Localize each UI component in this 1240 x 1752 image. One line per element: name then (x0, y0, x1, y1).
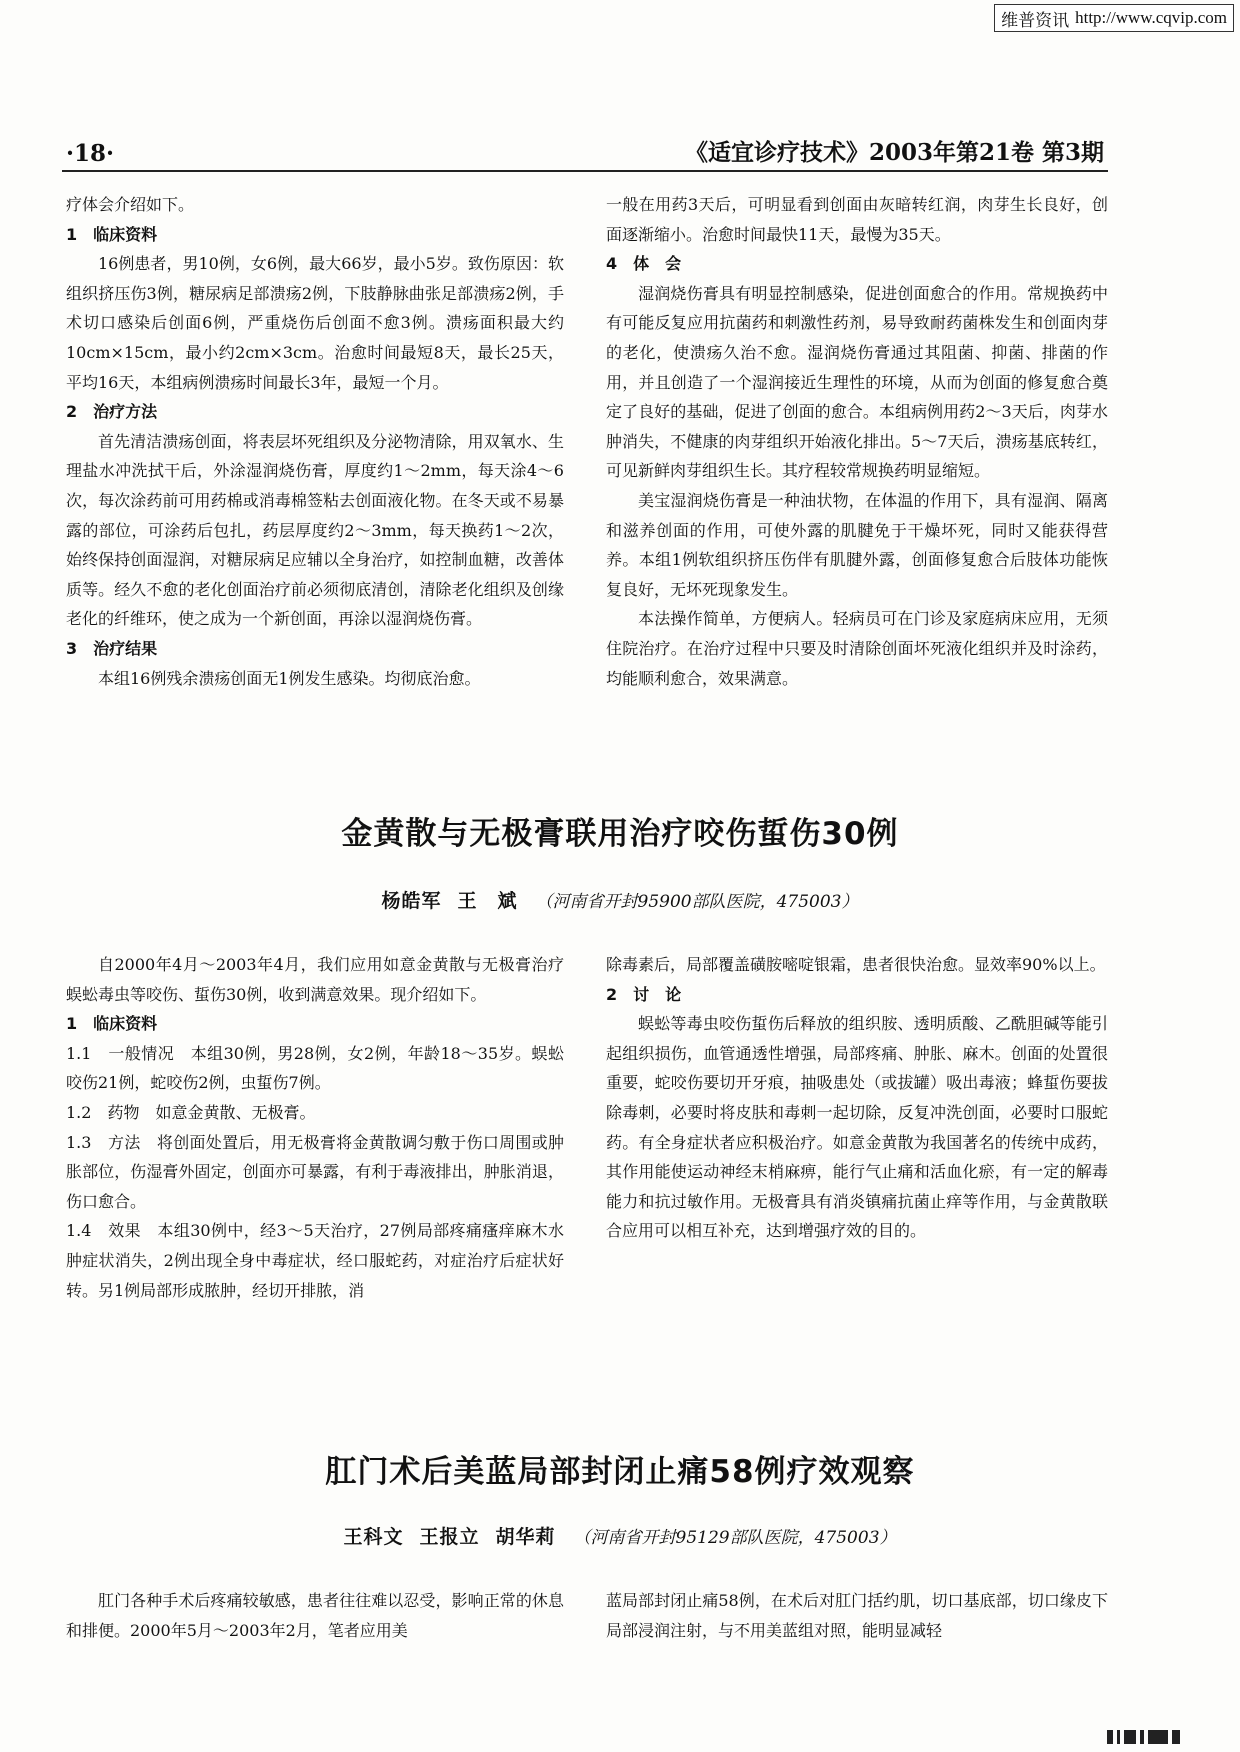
journal-info: 《适宜诊疗技术》2003年第21卷 第3期 (684, 139, 1104, 166)
article1-left-column (66, 190, 564, 693)
body-paragraph: 本组16例残余溃疡创面无1例发生感染。均彻底治愈。 (98, 668, 481, 688)
body-paragraph: 本法操作简单，方便病人。轻病员可在门诊及家庭病床应用，无须住院治疗。在治疗过程中只要及时清除创面坏死液化组织并及时涂药，均能顺利愈合，效果满意。 (606, 609, 1108, 688)
body-paragraph: 湿润烧伤膏具有明显控制感染，促进创面愈合的作用。常规换药中有可能反复应用抗菌药和刺激性药剂，易导致耐药菌株发生和创面肉芽的老化，使溃疡久治不愈。湿润烧伤膏通过其阻菌、抑菌、排菌的作用，并且创造了一个湿润接近生理性的环境，从而为创面的修复愈合奠定了良好的基础，促进了创面的愈合。本组病例用药2～3天后，肉芽水肿消失，不健康的肉芽组织开始液化排出。5～7天后，溃疡基底转红，可见新鲜肉芽组织生长。其疗程较常规换药明显缩短。 (606, 283, 1108, 481)
scan-artifact-marks (1107, 1730, 1180, 1744)
body-paragraph: 1.3 方法 将创面处置后，用无极膏将金黄散调匀敷于伤口周围或肿胀部位，伤湿膏外固定，创面亦可暴露，有利于毒液排出，肿胀消退，伤口愈合。 (66, 1132, 564, 1211)
body-paragraph: 1.1 一般情况 本组30例，男28例，女2例，年龄18～35岁。蜈蚣咬伤21例，蛇咬伤2例，虫蜇伤7例。 (66, 1043, 564, 1093)
body-paragraph: 自2000年4月～2003年4月，我们应用如意金黄散与无极膏治疗蜈蚣毒虫等咬伤、蜇伤30例，收到满意效果。现介绍如下。 (66, 955, 564, 1004)
article3-author: 胡华莉 (495, 1526, 556, 1548)
watermark-url[interactable]: http://www.cqvip.com (1075, 8, 1227, 27)
body-paragraph: 1.4 效果 本组30例中，经3～5天治疗，27例局部疼痛瘙痒麻木水肿症状消失，2例出现全身中毒症状，经口服蛇药，对症治疗后症状好转。另1例局部形成脓肿，经切开排脓，消 (66, 1221, 564, 1300)
article2-affiliation: （河南省开封95900部队医院，475003） (535, 892, 859, 912)
section-heading: 1 临床资料 (66, 1014, 158, 1034)
article3-left-column (66, 1586, 564, 1645)
article3-author: 王报立 (419, 1526, 480, 1548)
page-number: ·18· (66, 140, 115, 167)
body-paragraph: 1.2 药物 如意金黄散、无极膏。 (66, 1102, 316, 1122)
body-paragraph: 肛门各种手术后疼痛较敏感，患者往往难以忍受，影响正常的休息和排便。2000年5月～2003年2月，笔者应用美 (66, 1591, 564, 1640)
running-head (66, 134, 1104, 167)
header-rule (62, 170, 1108, 172)
article3-right-column (606, 1586, 1108, 1645)
article2-right-column (606, 950, 1108, 1246)
section-heading: 3 治疗结果 (66, 638, 158, 658)
body-paragraph: 疗体会介绍如下。 (66, 195, 195, 214)
article3-author: 王科文 (343, 1526, 404, 1548)
body-paragraph: 美宝湿润烧伤膏是一种油状物，在体温的作用下，具有湿润、隔离和滋养创面的作用，可使外露的肌腱免于干燥坏死，同时又能获得营养。本组1例软组织挤压伤伴有肌腱外露，创面修复愈合后肢体功能恢复良好，无坏死现象发生。 (606, 490, 1108, 599)
article3-title: 肛门术后美蓝局部封闭止痛58例疗效观察 (325, 1454, 915, 1490)
article3-byline (0, 1522, 1240, 1549)
body-paragraph: 首先清洁溃疡创面，将表层坏死组织及分泌物清除，用双氧水、生理盐水冲洗拭干后，外涂湿润烧伤膏，厚度约1～2mm，每天涂4～6次，每次涂药前可用药棉或消毒棉签粘去创面液化物。在冬天或不易暴露的部位，可涂药后包扎，药层厚度约2～3mm，每天换药1～2次，始终保持创面湿润，对糖尿病足应辅以全身治疗，如控制血糖，改善体质等。经久不愈的老化创面治疗前必须彻底清创，清除老化组织及创缘老化的纤维环，使之成为一个新创面，再涂以湿润烧伤膏。 (66, 431, 564, 629)
article2-author: 杨皓军 (381, 890, 442, 912)
section-heading: 1 临床资料 (66, 224, 158, 244)
article2-author: 王 斌 (457, 890, 518, 912)
article2-left-column (66, 950, 564, 1305)
section-heading: 4 体 会 (606, 254, 682, 274)
body-paragraph: 蓝局部封闭止痛58例，在术后对肛门括约肌，切口基底部，切口缘皮下局部浸润注射，与不用美蓝组对照，能明显减轻 (606, 1591, 1108, 1640)
article2-byline (0, 886, 1240, 913)
article1-right-column (606, 190, 1108, 693)
article3-affiliation: （河南省开封95129部队医院，475003） (573, 1528, 897, 1548)
watermark-banner (994, 4, 1234, 32)
watermark-site: 维普资讯 (1001, 10, 1070, 31)
body-paragraph: 一般在用药3天后，可明显看到创面由灰暗转红润，肉芽生长良好，创面逐渐缩小。治愈时间最快11天，最慢为35天。 (606, 195, 1108, 244)
body-paragraph: 蜈蚣等毒虫咬伤蜇伤后释放的组织胺、透明质酸、乙酰胆碱等能引起组织损伤，血管通透性增强，局部疼痛、肿胀、麻木。创面的处置很重要，蛇咬伤要切开牙痕，抽吸患处（或拔罐）吸出毒液；蜂蜇伤要拔除毒刺，必要时将皮肤和毒刺一起切除，反复冲洗创面，必要时口服蛇药。有全身症状者应积极治疗。如意金黄散为我国著名的传统中成药，其作用能使运动神经末梢麻痹，能行气止痛和活血化瘀，有一定的解毒能力和抗过敏作用。无极膏具有消炎镇痛抗菌止痒等作用，与金黄散联合应用可以相互补充，达到增强疗效的目的。 (606, 1014, 1108, 1241)
body-paragraph: 除毒素后，局部覆盖磺胺嘧啶银霜，患者很快治愈。显效率90%以上。 (606, 955, 1106, 974)
section-heading: 2 讨 论 (606, 984, 682, 1004)
section-heading: 2 治疗方法 (66, 402, 158, 422)
article2-title: 金黄散与无极膏联用治疗咬伤蜇伤30例 (341, 816, 899, 852)
body-paragraph: 16例患者，男10例，女6例，最大66岁，最小5岁。致伤原因：软组织挤压伤3例，糖尿病足部溃疡2例，下肢静脉曲张足部溃疡2例，手术切口感染后创面6例，严重烧伤后创面不愈3例。溃疡面积最大约10cm×15cm，最小约2cm×3cm。治愈时间最短8天，最长25天，平均16天，本组病例溃疡时间最长3年，最短一个月。 (66, 254, 564, 392)
